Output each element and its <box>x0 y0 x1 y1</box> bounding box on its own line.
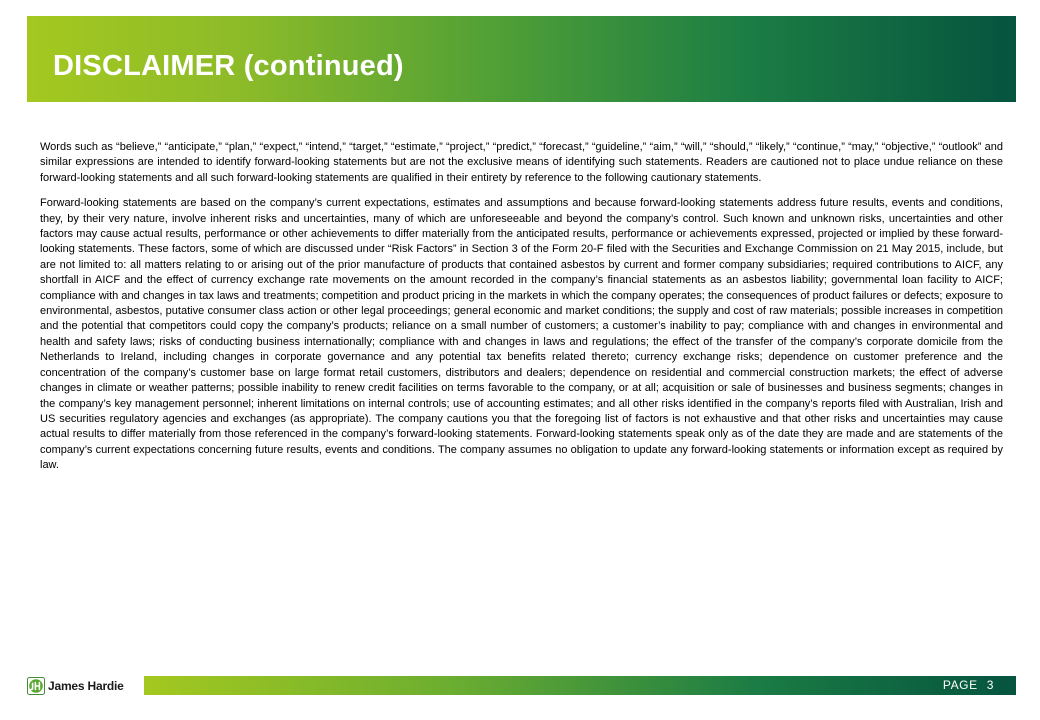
disclaimer-body <box>40 140 1003 484</box>
james-hardie-logo <box>27 676 124 695</box>
footer-bar <box>144 676 1016 695</box>
paragraph-risk-factors: Forward-looking statements are based on the company’s current expectations, estimates and assumptions and because forward-looking statements address future results, events and conditions, they, by their very nature, involve inherent risks and uncertainties, many of which are unforeseeable and beyond the company’s control. Such known and unknown risks, uncertainties and other factors may cause actual results, performance or other achievements to differ materially from the anticipated results, performance or achievements expressed, projected or implied by these forward-looking statements. These factors, some of which are discussed under “Risk Factors” in Section 3 of the Form 20-F filed with the Securities and Exchange Commission on 21 May 2015, include, but are not limited to: all matters relating to or arising out of the prior manufacture of products that contained asbestos by current and former company subsidiaries; required contributions to AICF, any shortfall in AICF and the effect of currency exchange rate movements on the amount recorded in the company’s financial statements as an asbestos liability; governmental loan facility to AICF; compliance with and changes in tax laws and treatments; competition and product pricing in the markets in which the company operates; the consequences of product failures or defects; exposure to environmental, asbestos, putative consumer class action or other legal proceedings; general economic and market conditions; the supply and cost of raw materials; possible increases in competition and the potential that competitors could copy the company’s products; reliance on a small number of customers; a customer’s inability to pay; compliance with and changes in environmental and health and safety laws; risks of conducting business internationally; compliance with and changes in laws and regulations; the effect of the transfer of the company’s corporate domicile from the Netherlands to Ireland, including changes in corporate governance and any potential tax benefits related thereto; currency exchange risks; dependence on customer preference and the concentration of the company’s customer base on large format retail customers, distributors and dealers; dependence on residential and commercial construction markets; the effect of adverse changes in climate or weather patterns; possible inability to renew credit facilities on terms favorable to the company, or at all; acquisition or sale of businesses and business segments; changes in the company’s key management personnel; inherent limitations on internal controls; use of accounting estimates; and all other risks identified in the company’s reports filed with Australian, Irish and US securities regulatory agencies and exchanges (as appropriate). The company cautions you that the foregoing list of factors is not exhaustive and that other risks and uncertainties may cause actual results to differ materially from those referenced in the company’s forward-looking statements. Forward-looking statements speak only as of the date they are made and are statements of the company’s current expectations concerning future results, events and conditions. The company assumes no obligation to update any forward-looking statements or information except as required by law. <box>40 197 1003 472</box>
page-label: PAGE <box>942 678 978 692</box>
title-banner <box>27 16 1016 102</box>
slide-title: DISCLAIMER (continued) <box>53 50 404 82</box>
page-indicator <box>943 678 994 693</box>
brand-name: James Hardie <box>48 678 124 693</box>
james-hardie-logo-icon <box>27 677 45 695</box>
paragraph-forward-looking-words: Words such as “believe,” “anticipate,” “plan,” “expect,” “intend,” “target,” “estimate,” “project,” “predict,” “forecast,” “guideline,” “aim,” “will,” “should,” “likely,” “continue,” “may,” “objective,” “outlook” and similar expressions are intended to identify forward-looking statements but are not the exclusive means of identifying such statements. Readers are cautioned not to place undue reliance on these forward-looking statements and all such forward-looking statements are qualified in their entirety by reference to the following cautionary statements. <box>40 141 1003 184</box>
page-number: 3 <box>986 678 994 692</box>
